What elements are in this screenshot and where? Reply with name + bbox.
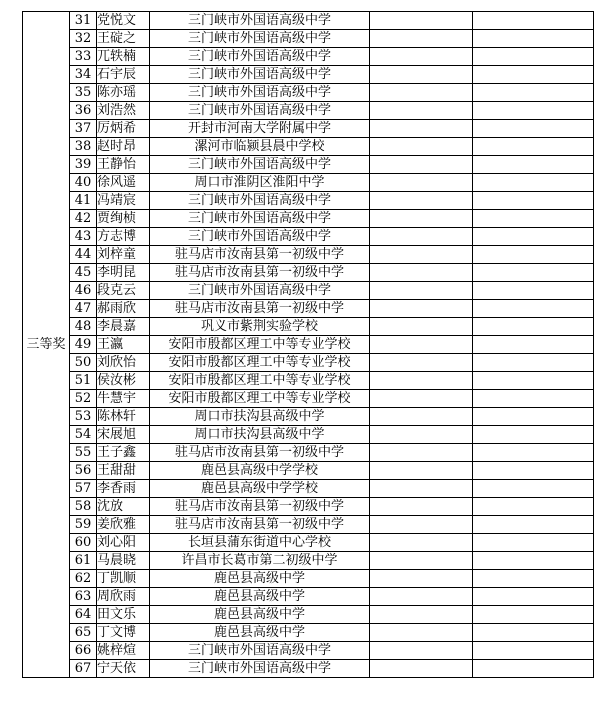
row-number-cell: 43 [70, 228, 97, 246]
school-cell: 周口市扶沟县高级中学 [150, 426, 370, 444]
table-row [23, 336, 594, 354]
empty-cell [473, 372, 594, 390]
student-name-cell: 王甜甜 [97, 462, 150, 480]
empty-cell [473, 246, 594, 264]
school-cell: 三门峡市外国语高级中学 [150, 12, 370, 30]
student-name-cell: 段克云 [97, 282, 150, 300]
empty-cell [370, 246, 473, 264]
empty-cell [370, 12, 473, 30]
school-cell: 三门峡市外国语高级中学 [150, 102, 370, 120]
empty-cell [473, 588, 594, 606]
student-name-cell: 王静怡 [97, 156, 150, 174]
school-cell: 鹿邑县高级中学 [150, 606, 370, 624]
table-row [23, 552, 594, 570]
table-row [23, 84, 594, 102]
empty-cell [370, 120, 473, 138]
student-name-cell: 沈放 [97, 498, 150, 516]
table-row [23, 534, 594, 552]
school-cell: 鹿邑县高级中学 [150, 588, 370, 606]
student-name-cell: 王瀛 [97, 336, 150, 354]
school-cell: 鹿邑县高级中学学校 [150, 480, 370, 498]
table-row [23, 264, 594, 282]
school-cell: 安阳市殷都区理工中等专业学校 [150, 336, 370, 354]
table-row [23, 246, 594, 264]
table-row [23, 282, 594, 300]
row-number-cell: 33 [70, 48, 97, 66]
row-number-cell: 44 [70, 246, 97, 264]
empty-cell [370, 570, 473, 588]
row-number-cell: 66 [70, 642, 97, 660]
row-number-cell: 48 [70, 318, 97, 336]
row-number-cell: 50 [70, 354, 97, 372]
empty-cell [370, 336, 473, 354]
row-number-cell: 56 [70, 462, 97, 480]
row-number-cell: 57 [70, 480, 97, 498]
row-number-cell: 63 [70, 588, 97, 606]
school-cell: 三门峡市外国语高级中学 [150, 660, 370, 678]
empty-cell [370, 48, 473, 66]
student-name-cell: 厉炳希 [97, 120, 150, 138]
empty-cell [370, 192, 473, 210]
student-name-cell: 刘欣怡 [97, 354, 150, 372]
student-name-cell: 宋展旭 [97, 426, 150, 444]
empty-cell [473, 156, 594, 174]
empty-cell [370, 174, 473, 192]
empty-cell [370, 480, 473, 498]
row-number-cell: 40 [70, 174, 97, 192]
empty-cell [473, 48, 594, 66]
table-row [23, 660, 594, 678]
table-row [23, 120, 594, 138]
school-cell: 三门峡市外国语高级中学 [150, 228, 370, 246]
row-number-cell: 39 [70, 156, 97, 174]
empty-cell [473, 120, 594, 138]
student-name-cell: 田文乐 [97, 606, 150, 624]
student-name-cell: 王子鑫 [97, 444, 150, 462]
empty-cell [370, 372, 473, 390]
student-name-cell: 方志博 [97, 228, 150, 246]
empty-cell [370, 210, 473, 228]
row-number-cell: 60 [70, 534, 97, 552]
student-name-cell: 石宇辰 [97, 66, 150, 84]
table-row [23, 516, 594, 534]
award-group-cell: 三等奖 [23, 12, 70, 678]
empty-cell [473, 102, 594, 120]
student-name-cell: 冯靖宸 [97, 192, 150, 210]
school-cell: 安阳市殷都区理工中等专业学校 [150, 372, 370, 390]
row-number-cell: 67 [70, 660, 97, 678]
empty-cell [370, 138, 473, 156]
empty-cell [473, 606, 594, 624]
student-name-cell: 刘浩然 [97, 102, 150, 120]
empty-cell [370, 30, 473, 48]
student-name-cell: 李明昆 [97, 264, 150, 282]
empty-cell [370, 300, 473, 318]
empty-cell [473, 552, 594, 570]
student-name-cell: 陈林轩 [97, 408, 150, 426]
school-cell: 三门峡市外国语高级中学 [150, 642, 370, 660]
empty-cell [473, 426, 594, 444]
school-cell: 周口市扶沟县高级中学 [150, 408, 370, 426]
empty-cell [473, 12, 594, 30]
empty-cell [370, 534, 473, 552]
student-name-cell: 李香雨 [97, 480, 150, 498]
table-row [23, 66, 594, 84]
row-number-cell: 61 [70, 552, 97, 570]
table-row [23, 588, 594, 606]
student-name-cell: 徐风遥 [97, 174, 150, 192]
table-row [23, 300, 594, 318]
empty-cell [473, 336, 594, 354]
empty-cell [370, 84, 473, 102]
table-row [23, 318, 594, 336]
student-name-cell: 侯汝彬 [97, 372, 150, 390]
row-number-cell: 46 [70, 282, 97, 300]
empty-cell [370, 102, 473, 120]
empty-cell [473, 264, 594, 282]
empty-cell [473, 480, 594, 498]
table-row [23, 48, 594, 66]
empty-cell [473, 498, 594, 516]
empty-cell [370, 642, 473, 660]
student-name-cell: 刘心阳 [97, 534, 150, 552]
row-number-cell: 42 [70, 210, 97, 228]
empty-cell [370, 66, 473, 84]
empty-cell [473, 300, 594, 318]
empty-cell [370, 318, 473, 336]
school-cell: 三门峡市外国语高级中学 [150, 30, 370, 48]
school-cell: 漯河市临颍县晨中学校 [150, 138, 370, 156]
school-cell: 驻马店市汝南县第一初级中学 [150, 516, 370, 534]
student-name-cell: 丁凯顺 [97, 570, 150, 588]
empty-cell [473, 192, 594, 210]
school-cell: 驻马店市汝南县第一初级中学 [150, 246, 370, 264]
row-number-cell: 37 [70, 120, 97, 138]
school-cell: 周口市淮阴区淮阳中学 [150, 174, 370, 192]
school-cell: 三门峡市外国语高级中学 [150, 156, 370, 174]
school-cell: 驻马店市汝南县第一初级中学 [150, 498, 370, 516]
table-row [23, 372, 594, 390]
empty-cell [473, 66, 594, 84]
empty-cell [370, 264, 473, 282]
table-row [23, 642, 594, 660]
row-number-cell: 47 [70, 300, 97, 318]
row-number-cell: 64 [70, 606, 97, 624]
table-row [23, 102, 594, 120]
row-number-cell: 58 [70, 498, 97, 516]
student-name-cell: 党悦文 [97, 12, 150, 30]
empty-cell [370, 426, 473, 444]
table-row [23, 156, 594, 174]
table-row [23, 426, 594, 444]
empty-cell [473, 444, 594, 462]
row-number-cell: 53 [70, 408, 97, 426]
table-row [23, 606, 594, 624]
school-cell: 安阳市殷都区理工中等专业学校 [150, 354, 370, 372]
table-row [23, 174, 594, 192]
school-cell: 鹿邑县高级中学学校 [150, 462, 370, 480]
row-number-cell: 54 [70, 426, 97, 444]
student-name-cell: 王碇之 [97, 30, 150, 48]
empty-cell [370, 228, 473, 246]
school-cell: 鹿邑县高级中学 [150, 624, 370, 642]
row-number-cell: 51 [70, 372, 97, 390]
empty-cell [473, 390, 594, 408]
student-name-cell: 姚梓煊 [97, 642, 150, 660]
table-row [23, 390, 594, 408]
table-row [23, 210, 594, 228]
table-row [23, 444, 594, 462]
student-name-cell: 李晨嘉 [97, 318, 150, 336]
student-name-cell: 周欣雨 [97, 588, 150, 606]
row-number-cell: 62 [70, 570, 97, 588]
table-row [23, 498, 594, 516]
empty-cell [370, 588, 473, 606]
empty-cell [473, 516, 594, 534]
table-row [23, 462, 594, 480]
empty-cell [370, 462, 473, 480]
empty-cell [370, 516, 473, 534]
student-name-cell: 姜欣雅 [97, 516, 150, 534]
student-name-cell: 牛慧宇 [97, 390, 150, 408]
student-name-cell: 马晨晓 [97, 552, 150, 570]
table-row [23, 480, 594, 498]
row-number-cell: 52 [70, 390, 97, 408]
empty-cell [473, 660, 594, 678]
empty-cell [370, 390, 473, 408]
table-row [23, 354, 594, 372]
empty-cell [370, 444, 473, 462]
empty-cell [473, 228, 594, 246]
student-name-cell: 贾绚桢 [97, 210, 150, 228]
empty-cell [473, 30, 594, 48]
row-number-cell: 36 [70, 102, 97, 120]
table-row [23, 138, 594, 156]
table-row [23, 12, 594, 30]
school-cell: 安阳市殷都区理工中等专业学校 [150, 390, 370, 408]
row-number-cell: 41 [70, 192, 97, 210]
student-name-cell: 宁天依 [97, 660, 150, 678]
empty-cell [370, 552, 473, 570]
empty-cell [473, 570, 594, 588]
student-name-cell: 赵时昂 [97, 138, 150, 156]
empty-cell [473, 138, 594, 156]
empty-cell [370, 282, 473, 300]
school-cell: 三门峡市外国语高级中学 [150, 84, 370, 102]
row-number-cell: 34 [70, 66, 97, 84]
empty-cell [370, 498, 473, 516]
school-cell: 长垣县蒲东街道中心学校 [150, 534, 370, 552]
row-number-cell: 45 [70, 264, 97, 282]
row-number-cell: 65 [70, 624, 97, 642]
award-list-sheet [22, 11, 587, 678]
student-name-cell: 兀轶楠 [97, 48, 150, 66]
student-name-cell: 刘梓童 [97, 246, 150, 264]
school-cell: 驻马店市汝南县第一初级中学 [150, 300, 370, 318]
award-table-body [23, 12, 594, 678]
student-name-cell: 丁文博 [97, 624, 150, 642]
empty-cell [473, 210, 594, 228]
row-number-cell: 35 [70, 84, 97, 102]
school-cell: 三门峡市外国语高级中学 [150, 282, 370, 300]
table-row [23, 570, 594, 588]
table-row [23, 192, 594, 210]
school-cell: 三门峡市外国语高级中学 [150, 48, 370, 66]
empty-cell [473, 408, 594, 426]
school-cell: 三门峡市外国语高级中学 [150, 66, 370, 84]
empty-cell [370, 408, 473, 426]
empty-cell [473, 642, 594, 660]
empty-cell [473, 354, 594, 372]
empty-cell [370, 624, 473, 642]
row-number-cell: 32 [70, 30, 97, 48]
empty-cell [473, 534, 594, 552]
row-number-cell: 31 [70, 12, 97, 30]
school-cell: 驻马店市汝南县第一初级中学 [150, 444, 370, 462]
row-number-cell: 49 [70, 336, 97, 354]
empty-cell [370, 354, 473, 372]
empty-cell [473, 318, 594, 336]
row-number-cell: 38 [70, 138, 97, 156]
empty-cell [370, 660, 473, 678]
student-name-cell: 郝雨欣 [97, 300, 150, 318]
school-cell: 驻马店市汝南县第一初级中学 [150, 264, 370, 282]
school-cell: 巩义市紫荆实验学校 [150, 318, 370, 336]
empty-cell [370, 606, 473, 624]
empty-cell [473, 624, 594, 642]
school-cell: 三门峡市外国语高级中学 [150, 192, 370, 210]
empty-cell [473, 282, 594, 300]
student-name-cell: 陈亦瑶 [97, 84, 150, 102]
school-cell: 鹿邑县高级中学 [150, 570, 370, 588]
row-number-cell: 55 [70, 444, 97, 462]
row-number-cell: 59 [70, 516, 97, 534]
table-row [23, 408, 594, 426]
empty-cell [370, 156, 473, 174]
table-row [23, 228, 594, 246]
award-table [22, 11, 594, 678]
table-row [23, 624, 594, 642]
empty-cell [473, 174, 594, 192]
empty-cell [473, 84, 594, 102]
table-row [23, 30, 594, 48]
empty-cell [473, 462, 594, 480]
school-cell: 三门峡市外国语高级中学 [150, 210, 370, 228]
school-cell: 开封市河南大学附属中学 [150, 120, 370, 138]
school-cell: 许昌市长葛市第二初级中学 [150, 552, 370, 570]
